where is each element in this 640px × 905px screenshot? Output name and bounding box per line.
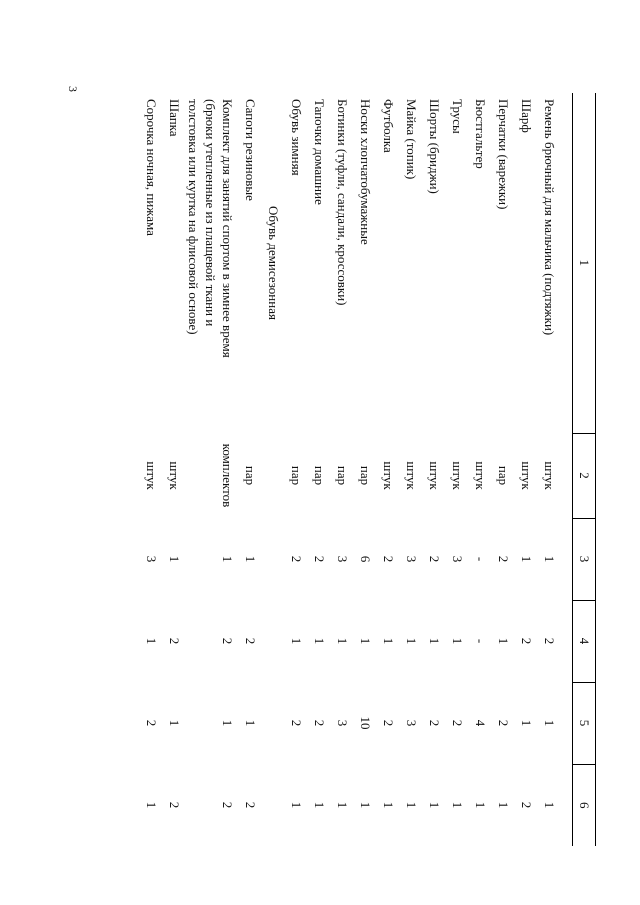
item-c6: 1: [427, 801, 442, 809]
item-c4: 1: [427, 637, 442, 645]
item-name: Трусы: [450, 99, 465, 134]
item-c3: 2: [381, 555, 396, 563]
col-header-6: 6: [573, 764, 596, 846]
item-c5: 2: [312, 719, 327, 727]
item-c5: 1: [243, 719, 258, 727]
item-c6: 2: [243, 801, 258, 809]
item-c4: 1: [289, 637, 304, 645]
item-name: Шарф: [519, 99, 534, 133]
table-row: [537, 93, 560, 846]
item-c6: 1: [381, 801, 396, 809]
item-c3: 3: [144, 555, 159, 563]
item-c5: 2: [381, 719, 396, 727]
item-name-line: (брюки утепленные из плащевой ткани и: [203, 99, 218, 327]
table-row: [514, 93, 537, 846]
item-name: Футболка: [381, 99, 396, 153]
item-c4: 1: [335, 637, 350, 645]
table-row: [468, 93, 491, 846]
item-name-multiline: [185, 93, 238, 433]
item-name: Шорты (бриджи): [427, 99, 442, 194]
item-unit: штук: [519, 461, 534, 490]
item-unit: штук: [404, 461, 419, 490]
item-c4: 1: [144, 637, 159, 645]
item-name: Тапочки домашние: [312, 99, 327, 205]
item-c3: -: [473, 556, 488, 562]
item-unit: пар: [335, 465, 350, 486]
section-row: [261, 93, 284, 846]
item-unit: штук: [144, 461, 159, 490]
section-heading: Обувь демисезонная: [266, 206, 281, 320]
item-c6: 1: [496, 801, 511, 809]
item-name: Ремень брючный для мальчика (подтяжки): [542, 99, 557, 336]
item-c6: 2: [519, 801, 534, 809]
item-c6: 1: [358, 801, 373, 809]
item-unit: пар: [243, 465, 258, 486]
item-c3: 2: [496, 555, 511, 563]
item-c6: 2: [167, 801, 182, 809]
item-name: Носки хлопчатобумажные: [358, 99, 373, 245]
table-header-row: [573, 93, 596, 846]
item-c3: 6: [358, 555, 373, 563]
item-c6: 1: [450, 801, 465, 809]
item-c4: -: [473, 638, 488, 644]
table-row: [422, 93, 445, 846]
item-c3: 2: [427, 555, 442, 563]
item-c3: 2: [289, 555, 304, 563]
item-c5: 1: [220, 719, 235, 727]
item-c3: 3: [335, 555, 350, 563]
item-unit: пар: [289, 465, 304, 486]
item-name: Сорочка ночная, пижама: [144, 99, 159, 236]
item-c5: 1: [167, 719, 182, 727]
item-c5: 10: [358, 716, 373, 730]
item-c5: 2: [289, 719, 304, 727]
item-c6: 1: [404, 801, 419, 809]
item-unit: комплектов: [220, 443, 235, 508]
item-c4: 2: [542, 637, 557, 645]
item-unit: пар: [312, 465, 327, 486]
item-c4: 2: [167, 637, 182, 645]
item-unit: пар: [358, 465, 373, 486]
col-header-1: 1: [573, 93, 596, 433]
item-c5: 1: [519, 719, 534, 727]
item-c3: 3: [404, 555, 419, 563]
table-row: [445, 93, 468, 846]
table-row: [307, 93, 330, 846]
table-row: [399, 93, 422, 846]
item-c3: 1: [220, 555, 235, 563]
item-c3: 1: [519, 555, 534, 563]
col-header-3: 3: [573, 518, 596, 600]
table-row: [139, 93, 162, 846]
norms-table: [139, 93, 596, 846]
item-c6: 1: [542, 801, 557, 809]
item-unit: пар: [496, 465, 511, 486]
item-name: Майка (топик): [404, 99, 419, 180]
table-row: [238, 93, 261, 846]
item-c6: 1: [473, 801, 488, 809]
table-row: [376, 93, 399, 846]
item-unit: штук: [427, 461, 442, 490]
item-unit: штук: [381, 461, 396, 490]
item-name: Перчатки (варежки): [496, 99, 511, 210]
item-c4: 1: [381, 637, 396, 645]
item-c5: 2: [496, 719, 511, 727]
item-c6: 1: [312, 801, 327, 809]
item-c3: 1: [542, 555, 557, 563]
item-c6: 1: [144, 801, 159, 809]
item-name: Ботинки (туфли, сандали, кроссовки): [335, 99, 350, 306]
item-c3: 1: [167, 555, 182, 563]
item-c6: 1: [289, 801, 304, 809]
item-c5: 4: [473, 719, 488, 727]
item-c3: 2: [312, 555, 327, 563]
item-name-line: Комплект для занятий спортом в зимнее время: [220, 99, 235, 358]
table-row: [491, 93, 514, 846]
col-header-2: 2: [573, 433, 596, 518]
item-name: Шапка: [167, 99, 182, 137]
item-c5: 2: [450, 719, 465, 727]
item-c6: 1: [335, 801, 350, 809]
table-row: [353, 93, 376, 846]
table-row: [330, 93, 353, 846]
item-c4: 1: [312, 637, 327, 645]
item-c5: 2: [144, 719, 159, 727]
item-c4: 1: [358, 637, 373, 645]
item-c5: 2: [427, 719, 442, 727]
item-c4: 2: [243, 637, 258, 645]
item-unit: штук: [450, 461, 465, 490]
table-row: [185, 93, 238, 846]
item-c5: 3: [404, 719, 419, 727]
rotated-table-wrapper: [126, 93, 596, 848]
table-row: [284, 93, 307, 846]
item-c3: 1: [243, 555, 258, 563]
item-c4: 1: [450, 637, 465, 645]
item-name: Бюстгальтер: [473, 99, 488, 169]
item-c4: 2: [519, 637, 534, 645]
item-c5: 1: [542, 719, 557, 727]
table-row: [162, 93, 185, 846]
item-c6: 2: [220, 801, 235, 809]
item-c4: 1: [496, 637, 511, 645]
item-c4: 1: [404, 637, 419, 645]
item-c5: 3: [335, 719, 350, 727]
item-c3: 3: [450, 555, 465, 563]
page-number: 3: [66, 86, 80, 92]
item-unit: штук: [473, 461, 488, 490]
item-name: Сапоги резиновые: [243, 99, 258, 201]
item-name: Обувь зимняя: [289, 99, 304, 176]
col-header-4: 4: [573, 600, 596, 682]
item-c4: 2: [220, 637, 235, 645]
item-name-line: толстовка или куртка на флисовой основе): [186, 99, 201, 335]
item-unit: штук: [167, 461, 182, 490]
col-header-5: 5: [573, 682, 596, 764]
item-unit: штук: [542, 461, 557, 490]
